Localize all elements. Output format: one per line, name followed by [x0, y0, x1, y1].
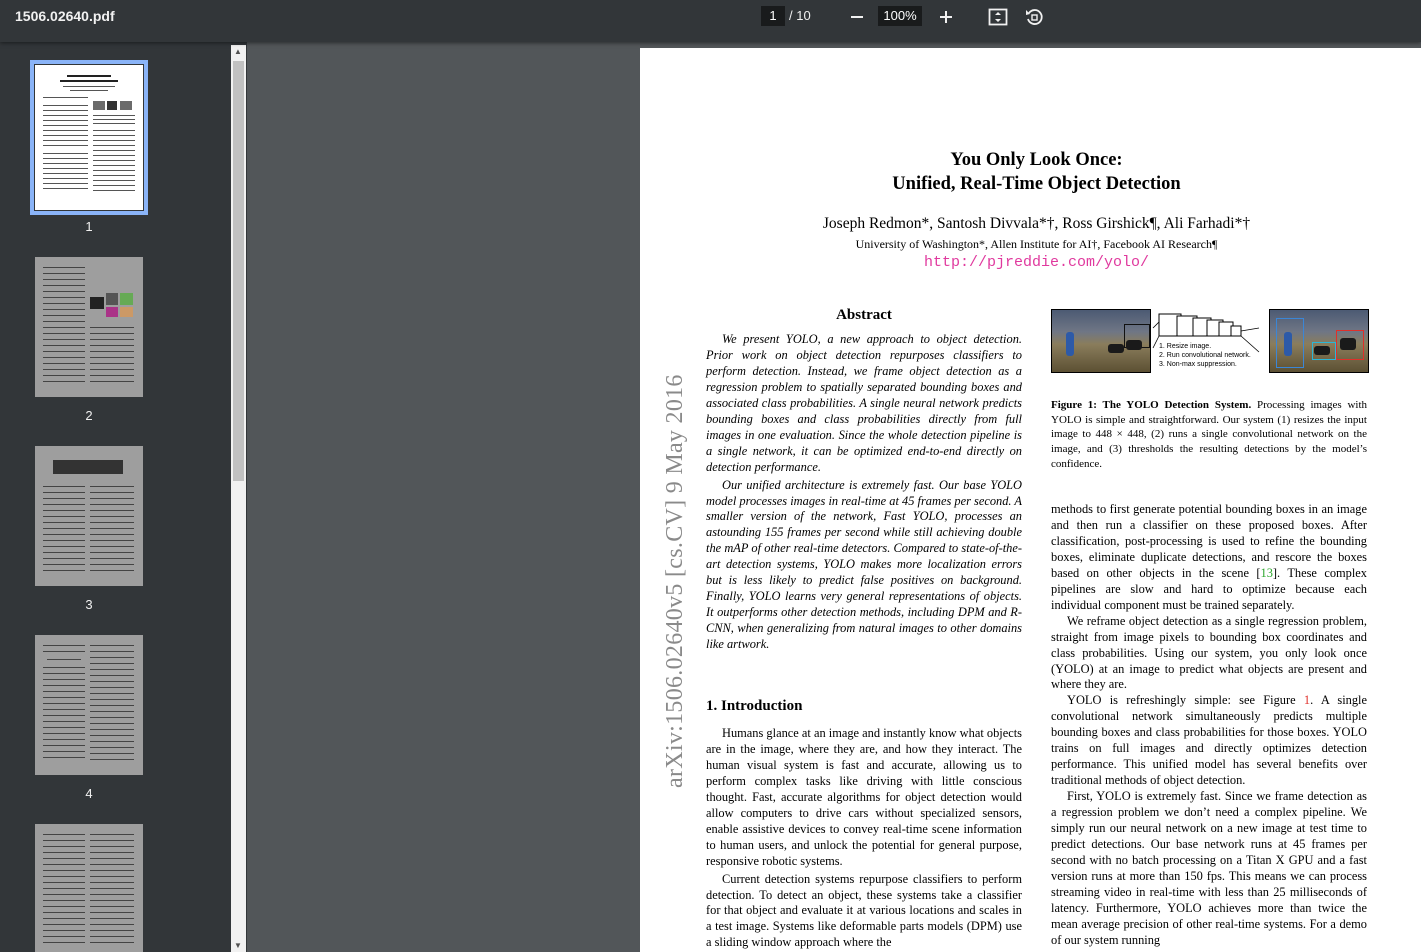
page-number-input[interactable]: 1	[761, 6, 785, 26]
fit-to-page-button[interactable]	[984, 4, 1012, 30]
title-line-1: You Only Look Once:	[950, 150, 1123, 170]
thumbnail-label-2: 2	[85, 408, 93, 423]
zoom-out-button[interactable]	[843, 4, 871, 30]
rotate-icon	[1024, 7, 1044, 27]
fit-page-icon	[988, 8, 1008, 26]
right-paragraph-3	[1051, 693, 1367, 789]
paper-authors: Joseph Redmon*, Santosh Divvala*†, Ross Girshick¶, Ali Farhadi*†	[822, 215, 1251, 232]
abstract-paragraph-1: We present YOLO, a new approach to object detection. Prior work on object detection repurposes classifiers to perform detection. Instead, we frame object detection as a regression problem to spatially separated bounding boxes and associated class probabilities. A single neural network predicts bounding boxes and class probabilities directly from full images in one evaluation. Since the whole detection pipeline is a single network, it can be optimized end-to-end directly on detection performance.	[706, 332, 1022, 474]
figure-input-image	[1051, 309, 1151, 373]
figure-caption-label: Figure 1: The YOLO Detection System.	[1051, 399, 1252, 411]
abstract-heading: Abstract	[836, 307, 892, 323]
figure-1-link[interactable]: 1	[1303, 693, 1311, 708]
thumbnail-page-2[interactable]	[35, 257, 143, 397]
toolbar	[0, 0, 1421, 42]
figure-1	[1051, 308, 1367, 374]
zoom-in-button[interactable]	[932, 4, 960, 30]
rotate-button[interactable]	[1020, 4, 1048, 30]
introduction-body	[706, 726, 1022, 951]
minus-icon	[850, 10, 864, 24]
paper-title	[640, 148, 1421, 196]
pdf-page	[640, 48, 1421, 952]
paper-url-link[interactable]: http://pjreddie.com/yolo/	[923, 254, 1150, 271]
zoom-level-input[interactable]: 100%	[878, 6, 922, 26]
intro-paragraph-1: Humans glance at an image and instantly know what objects are in the image, where they are, and how they interact. The human visual system is fast and accurate, allowing us to perform complex tasks like driving with little conscious thought. Fast, accurate algorithms for object detection would allow computers to drive cars without specialized sensors, enable assistive devices to convey real-time scene information to human users, and unlock the potential for general purpose, responsive robotic systems.	[706, 726, 1022, 868]
page-total: / 10	[789, 8, 811, 23]
thumbnail-page-5[interactable]	[35, 824, 143, 952]
intro-paragraph-2: Current detection systems repurpose classifiers to perform detection. To detect an object, these systems take a classifier for that object and evaluate it at various locations and scales in a test image. Systems like deformable parts models (DPM) use a sliding window approach where the	[706, 871, 1022, 950]
scroll-down-arrow-icon[interactable]: ▼	[234, 941, 242, 950]
figure-steps-label: 1. Resize image. 2. Run convolutional network. 3. Non-max suppression.	[1159, 343, 1251, 368]
abstract-paragraph-2: Our unified architecture is extremely fast. Our base YOLO model processes images in real-time at 45 frames per second. A smaller version of the network, Fast YOLO, processes an astounding 155 frames per second while still achieving double the mAP of other real-time detectors. Compared to state-of-the-art detection systems, YOLO makes more localization errors but is less likely to predict false positives on background. Finally, YOLO learns very general representations of objects. It outperforms other detection methods, including DPM and R-CNN, when generalizing from natural images to other domains like artwork.	[706, 477, 1022, 652]
arxiv-stamp: arXiv:1506.02640v5 [cs.CV] 9 May 2016	[662, 374, 688, 788]
figure-caption-text: Processing images with YOLO is simple and straightforward. Our system (1) resizes the input image to 448 × 448, (2) runs a single convolutional network on the image, and (3) thresholds the resulting detections by the model’s confidence.	[1051, 399, 1367, 470]
thumbnail-page-4[interactable]	[35, 635, 143, 775]
right-p1-text-b: ]. These complex pipelines are slow and hard to optimize because each individual component must be trained separately.	[1051, 565, 1367, 612]
right-p1-text-a: methods to first generate potential bounding boxes in an image and then run a classifier on these proposed boxes. After classification, post-processing is used to refine the bounding boxes, eliminate duplicate detections, and rescore the boxes based on other objects in the scene [	[1051, 502, 1367, 580]
sidebar-scrollbar-thumb[interactable]	[233, 61, 244, 481]
thumbnail-label-3: 3	[85, 597, 93, 612]
thumbnail-sidebar	[0, 42, 247, 952]
figure-output-image	[1269, 309, 1369, 373]
title-line-2: Unified, Real-Time Object Detection	[892, 174, 1181, 194]
document-title: 1506.02640.pdf	[15, 8, 115, 24]
abstract-body	[706, 332, 1022, 653]
thumbnail-page-3[interactable]	[35, 446, 143, 586]
right-paragraph-2: We reframe object detection as a single regression problem, straight from image pixels to bounding box coordinates and class probabilities. Using our system, you only look once (YOLO) at an image to predict what objects are present and where they are.	[1051, 613, 1367, 692]
thumbnail-label-1: 1	[85, 219, 93, 234]
right-paragraph-1	[1051, 502, 1367, 614]
citation-link-13[interactable]: 13	[1260, 565, 1273, 580]
right-paragraph-4: First, YOLO is extremely fast. Since we frame detection as a regression problem we don’t need a complex pipeline. We simply run our neural network on a new image at test time to predict detections. Our base network runs at 45 frames per second with no batch processing on a Titan X GPU and a fast version runs at more than 150 fps. This means we can process streaming video in real-time with less than 25 milliseconds of latency. Furthermore, YOLO achieves more than twice the mean average precision of other real-time systems. For a demo of our system running	[1051, 789, 1367, 947]
right-column-body	[1051, 502, 1367, 949]
thumbnail-page-1[interactable]	[35, 65, 143, 210]
thumbnail-label-4: 4	[85, 786, 93, 801]
scroll-up-arrow-icon[interactable]: ▲	[234, 47, 242, 56]
introduction-heading: 1. Introduction	[706, 698, 803, 714]
right-p3-text-a: YOLO is refreshingly simple: see Figure	[1067, 693, 1304, 708]
plus-icon	[939, 10, 953, 24]
figure-1-caption	[1051, 398, 1367, 472]
paper-affiliation: University of Washington*, Allen Institute for AI†, Facebook AI Research¶	[855, 237, 1218, 251]
right-p3-text-b: . A single convolutional network simultaneously predicts multiple bounding boxes and class probabilities for those boxes. YOLO trains on full images and directly optimizes detection performance. This unified model has several benefits over traditional methods of object detection.	[1051, 693, 1367, 788]
